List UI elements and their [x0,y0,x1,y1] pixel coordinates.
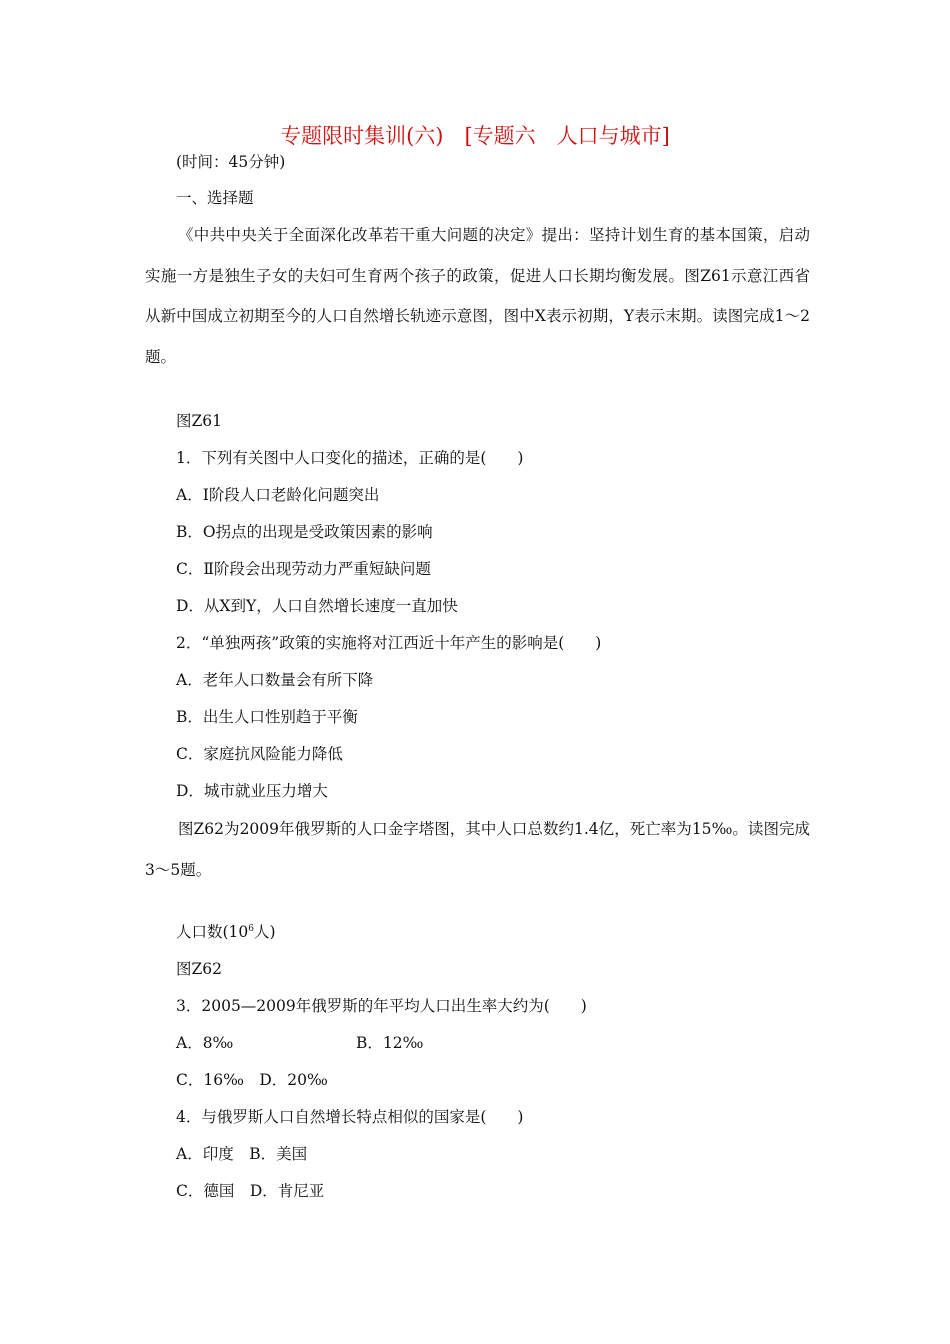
question-2-option-a: A．老年人口数量会有所下降 [176,671,374,689]
axis-label-exponent: 6 [248,923,255,934]
axis-label-suffix: 人) [254,923,276,941]
question-4-options-cd: C．德国 D．肯尼亚 [176,1182,325,1200]
question-2-option-c: C．家庭抗风险能力降低 [176,745,343,763]
figure-caption-z62: 图Z62 [176,960,222,978]
question-2-stem: 2．“单独两孩”政策的实施将对江西近十年产生的影响是( ) [176,634,602,652]
question-3-option-b: B．12‰ [356,1034,424,1052]
time-limit: (时间：45分钟) [176,153,286,171]
question-1-option-a: A．Ⅰ阶段人口老龄化问题突出 [176,486,380,504]
question-3-stem: 3．2005—2009年俄罗斯的年平均人口出生率大约为( ) [176,997,587,1015]
question-1-option-d: D．从X到Y，人口自然增长速度一直加快 [176,597,458,615]
section-heading: 一、选择题 [176,189,254,207]
question-4-options-ab: A．印度 B．美国 [176,1145,308,1163]
question-1-stem: 1．下列有关图中人口变化的描述，正确的是( ) [176,449,524,467]
axis-label-prefix: 人口数(10 [176,923,249,941]
question-1-option-b: B．O拐点的出现是受政策因素的影响 [176,523,433,541]
question-3-option-a: A．8‰ [176,1034,234,1052]
question-2-option-b: B．出生人口性别趋于平衡 [176,708,358,726]
document-title: 专题限时集训(六) [专题六 人口与城市] [280,124,670,148]
question-3-options-cd: C．16‰ D．20‰ [176,1071,328,1089]
question-3-options-ab [176,1032,423,1054]
figure-axis-label [176,921,276,943]
question-1-option-c: C．Ⅱ阶段会出现劳动力严重短缺问题 [176,560,431,578]
intro-paragraph-1: 《中共中央关于全面深化改革若干重大问题的决定》提出：坚持计划生育的基本国策，启动实施一方是独生子女的夫妇可生育两个孩子的政策，促进人口长期均衡发展。图Z61示意江西省从新中国成立初期至今的人口自然增长轨迹示意图，图中X表示初期，Y表示末期。读图完成1～2题。 [145,226,810,366]
question-2-option-d: D．城市就业压力增大 [176,782,328,800]
figure-caption-z61: 图Z61 [176,412,222,430]
intro-paragraph-2: 图Z62为2009年俄罗斯的人口金字塔图，其中人口总数约1.4亿，死亡率为15‰。读图完成3～5题。 [145,820,810,879]
question-4-stem: 4．与俄罗斯人口自然增长特点相似的国家是( ) [176,1108,524,1126]
